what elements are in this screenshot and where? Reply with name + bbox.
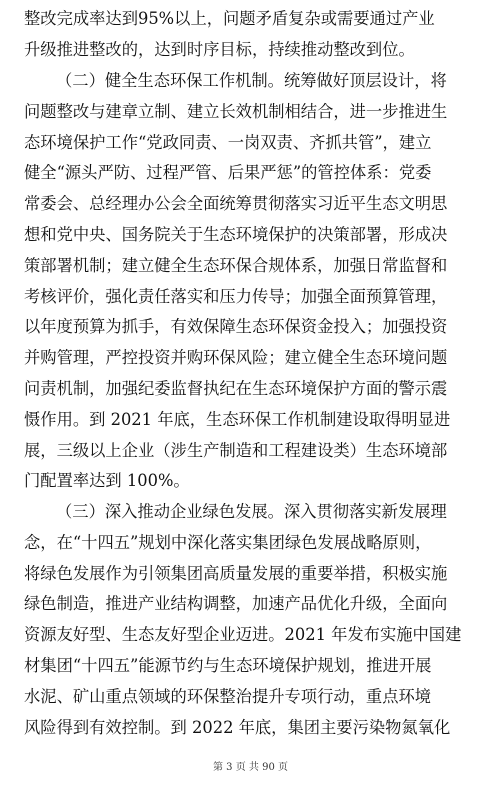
text-line: 风险得到有效控制。到 2022 年底，集团主要污染物氮氧化 [24, 717, 451, 737]
text-line: 门配置率达到 100%。 [24, 471, 190, 491]
text-line: 问责机制，加强纪委监督执纪在生态环境保护方面的警示震 [24, 378, 448, 398]
text-line: 慑作用。到 2021 年底，生态环保工作机制建设取得明显进 [24, 409, 451, 429]
text-line: 材集团“十四五”能源节约与生态环境保护规划，推进开展 [24, 655, 432, 675]
text-line: 常委会、总经理办公会全面统筹贯彻落实习近平生态文明思 [24, 194, 448, 214]
text-line: 以年度预算为抓手，有效保障生态环保资金投入；加强投资 [24, 317, 448, 337]
text-line: 资源友好型、生态友好型企业迈进。2021 年发布实施中国建 [24, 625, 462, 645]
section-heading-line: （三）深入推动企业绿色发展。深入贯彻落实新发展理 [56, 502, 447, 521]
text-line: 绿色制造，推进产业结构调整，加速产品优化升级，全面向 [24, 594, 448, 614]
text-line: 考核评价，强化责任落实和压力传导；加强全面预算管理， [24, 286, 448, 306]
paragraph-section-2 [24, 66, 477, 497]
text-line: 水泥、矿山重点领域的环保整治提升专项行动，重点环境 [24, 686, 432, 706]
text-line: 健全“源头严防、过程严管、后果严惩”的管控体系：党委 [24, 163, 432, 183]
text-line: 升级推进整改的，达到时序目标，持续推动整改到位。 [24, 39, 415, 59]
page-number-footer: 第 3 页 共 90 页 [213, 762, 288, 773]
text-line: 态环境保护工作“党政同责、一岗双责、齐抓共管”，建立 [24, 132, 432, 152]
text-line: 并购管理，严控投资并购环保风险；建立健全生态环境问题 [24, 348, 448, 368]
paragraph-section-3 [24, 497, 477, 743]
text-line: 策部署机制；建立健全生态环保合规体系，加强日常监督和 [24, 255, 448, 275]
text-line: 展，三级以上企业（涉生产制造和工程建设类）生态环境部 [24, 440, 448, 460]
section-heading-line: （二）健全生态环保工作机制。统筹做好顶层设计，将 [56, 71, 447, 90]
text-line: 问题整改与建章立制、建立长效机制相结合，进一步推进生 [24, 101, 448, 121]
paragraph-intro [24, 4, 477, 66]
text-line: 念，在“十四五”规划中深化落实集团绿色发展战略原则， [24, 532, 432, 552]
text-line: 整改完成率达到95%以上，问题矛盾复杂或需要通过产业 [24, 9, 435, 28]
text-line: 将绿色发展作为引领集团高质量发展的重要举措，积极实施 [24, 563, 448, 583]
text-line: 想和党中央、国务院关于生态环境保护的决策部署，形成决 [24, 224, 448, 244]
